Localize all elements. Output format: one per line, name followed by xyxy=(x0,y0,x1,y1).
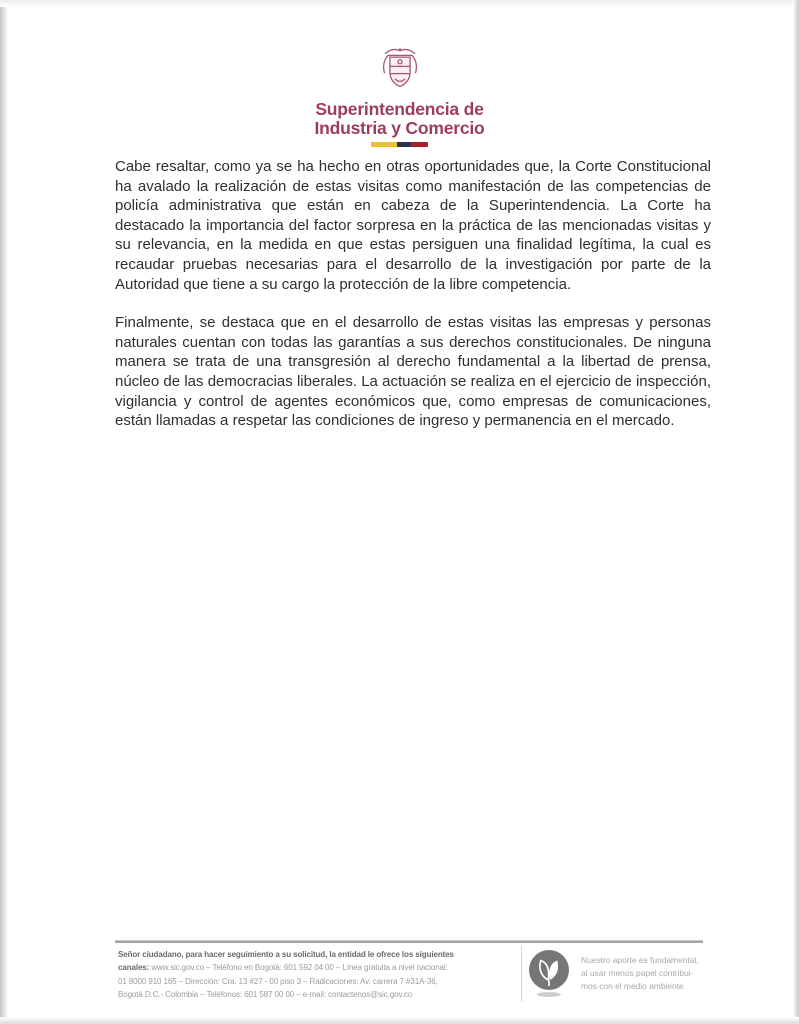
colombia-flag-bar xyxy=(371,142,428,147)
logo-title-line2: Industria y Comercio xyxy=(314,117,485,138)
eco-note xyxy=(527,946,699,998)
footer-line-text: www.sic.gov.co – Teléfono en Bogotá: 601 592 04 00 – Línea gratuita a nivel nacional: xyxy=(149,963,448,973)
eco-note-text xyxy=(581,954,699,993)
flag-yellow-segment xyxy=(371,142,397,147)
footer-line xyxy=(118,948,518,961)
footer-line-text: Bogotá D.C.- Colombia – Teléfonos: 601 587 00 00 – e-mail: contactenos@sic.gov.co xyxy=(118,990,413,1000)
footer-line-bold: canales: xyxy=(118,963,150,973)
flag-red-segment xyxy=(411,142,428,147)
footer-line xyxy=(118,975,518,988)
leaf-icon xyxy=(527,948,571,998)
footer-contact-info xyxy=(118,948,518,1002)
photo-edge-bottom xyxy=(0,1017,799,1024)
sic-logo xyxy=(0,46,799,147)
colombia-coat-of-arms-icon xyxy=(378,46,422,94)
flag-blue-segment xyxy=(397,142,411,147)
logo-title-line1: Superintendencia de xyxy=(315,99,484,119)
footer-line-text: 01 8000 910 165 – Dirección: Cra. 13 #27 - 00 piso 3 – Radicaciones: Av. carrera 7 #31A-36, xyxy=(118,976,438,986)
eco-note-line: al usar menos papel contribui- xyxy=(581,968,694,978)
eco-note-line: mos con el medio ambiente xyxy=(581,981,684,991)
eco-note-line: Nuestro aporte es fundamental, xyxy=(581,955,699,965)
paragraph-1: Cabe resaltar, como ya se ha hecho en otras oportunidades que, la Corte Constitucional ha avalado la realización de estas visitas como manifestación de las competencias de policía administrativa que están en cabeza de la Superintendencia. La Corte ha destacado la importancia del factor sorpresa en la práctica de las mencionadas visitas y su relevancia, en la medida en que estas persiguen una finalidad legítima, la cual es recaudar pruebas necesarias para el desarrollo de la investigación por parte de la Autoridad que tiene a su cargo la protección de la libre competencia. xyxy=(115,158,711,293)
letter-body xyxy=(115,157,711,431)
photo-edge-left xyxy=(0,0,8,1024)
photo-edge-top xyxy=(0,0,799,7)
footer-line-bold: Señor ciudadano, para hacer seguimiento a su solicitud, la entidad le ofrece los siguientes xyxy=(118,950,454,959)
footer-divider xyxy=(115,940,703,943)
photo-edge-right xyxy=(793,0,799,1024)
paragraph-2: Finalmente, se destaca que en el desarrollo de estas visitas las empresas y personas naturales cuentan con todas las garantías a sus derechos constitucionales. De ninguna manera se trata de una transgresión al derecho fundamental a la libertad de prensa, núcleo de las democracias liberales. La actuación se realiza en el ejercicio de inspección, vigilancia y control de agentes económicos que, como empresas de comunicaciones, están llamadas a respetar las condiciones de ingreso y permanencia en el mercado. xyxy=(115,314,711,430)
footer-line xyxy=(118,961,518,974)
logo-title xyxy=(0,100,799,137)
footer-vertical-divider xyxy=(521,946,522,1002)
footer-line xyxy=(118,988,518,1001)
